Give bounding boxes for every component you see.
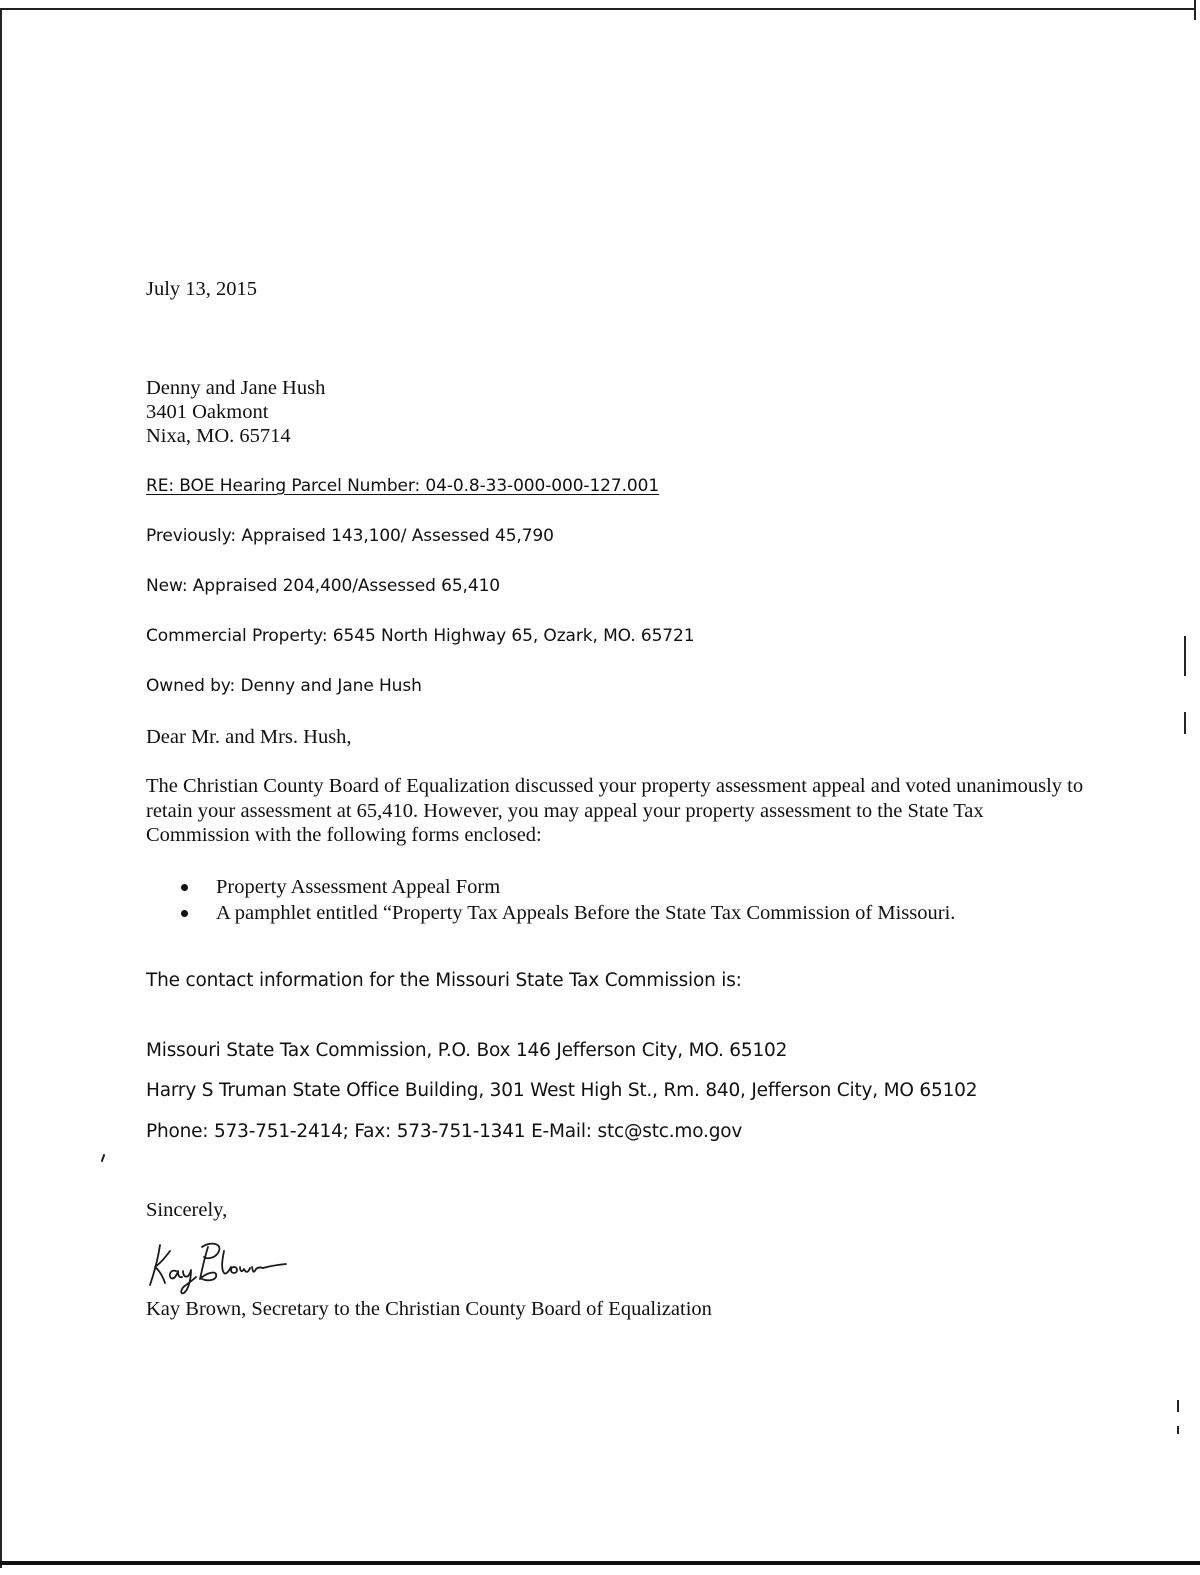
- scan-border-right: [1194, 0, 1196, 20]
- scan-border-left: [0, 8, 2, 1568]
- signature: [146, 1233, 306, 1302]
- scan-speck: [1177, 1426, 1179, 1434]
- contact-building: Harry S Truman State Office Building, 301 West High St., Rm. 840, Jefferson City, MO 65102: [146, 1080, 978, 1101]
- signature-image: [146, 1233, 306, 1297]
- bullet-icon: [181, 910, 188, 917]
- body-paragraph: The Christian County Board of Equalization discussed your property assessment appeal and voted unanimously to retain your assessment at 65,410. However, you may appeal your property assessment to the State Tax Commission with the following forms enclosed:: [146, 775, 1084, 846]
- scan-border-top: [0, 8, 1196, 10]
- new-assessment: New: Appraised 204,400/Assessed 65,410: [146, 576, 501, 596]
- owned-by: Owned by: Denny and Jane Hush: [146, 676, 422, 696]
- recipient-street: 3401 Oakmont: [146, 401, 269, 423]
- closing: Sincerely,: [146, 1199, 228, 1221]
- salutation: Dear Mr. and Mrs. Hush,: [146, 726, 352, 748]
- enclosure-item: Property Assessment Appeal Form: [216, 876, 501, 898]
- commercial-property: Commercial Property: 6545 North Highway 65, Ozark, MO. 65721: [146, 626, 695, 646]
- scan-speck: [1177, 1400, 1179, 1412]
- enclosure-item: A pamphlet entitled “Property Tax Appeals Before the State Tax Commission of Missouri.: [216, 902, 956, 924]
- scan-speck: [1184, 636, 1186, 676]
- list-item: [146, 900, 955, 926]
- contact-po-box: Missouri State Tax Commission, P.O. Box 146 Jefferson City, MO. 65102: [146, 1040, 788, 1061]
- contact-phone-fax-email: Phone: 573-751-2414; Fax: 573-751-1341 E-Mail: stc@stc.mo.gov: [146, 1121, 743, 1142]
- enclosure-list: [146, 874, 955, 926]
- signer-line: Kay Brown, Secretary to the Christian County Board of Equalization: [146, 1298, 712, 1320]
- scan-speck: [101, 1154, 106, 1162]
- letter-date: July 13, 2015: [146, 278, 258, 300]
- contact-intro: The contact information for the Missouri State Tax Commission is:: [146, 970, 742, 991]
- list-item: [146, 874, 955, 900]
- scan-border-bottom: [0, 1561, 1200, 1565]
- bullet-icon: [181, 884, 188, 891]
- previous-assessment: Previously: Appraised 143,100/ Assessed 45,790: [146, 526, 554, 546]
- scan-speck: [1184, 712, 1186, 734]
- recipient-name: Denny and Jane Hush: [146, 377, 326, 399]
- re-line: RE: BOE Hearing Parcel Number: 04-0.8-33-000-000-127.001: [146, 476, 660, 496]
- recipient-city: Nixa, MO. 65714: [146, 425, 291, 447]
